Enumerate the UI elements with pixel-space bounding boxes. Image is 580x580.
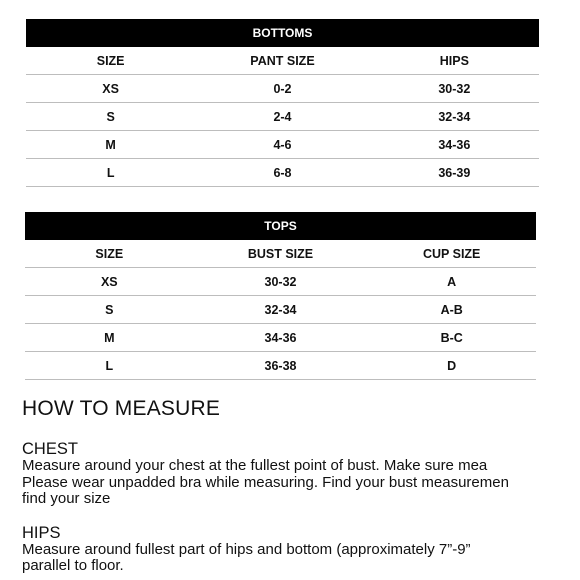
bottoms-title: BOTTOMS bbox=[26, 19, 539, 47]
cell-size: L bbox=[26, 159, 195, 187]
bottoms-header-row bbox=[26, 47, 539, 75]
cell-size: M bbox=[26, 131, 195, 159]
cell-cup-size: A bbox=[367, 268, 536, 296]
hips-heading: HIPS bbox=[22, 523, 61, 542]
table-row bbox=[26, 159, 539, 187]
cell-size: S bbox=[26, 103, 195, 131]
chest-instruction-line: Measure around your chest at the fullest point of bust. Make sure mea bbox=[22, 457, 488, 474]
chest-instruction-line: Please wear unpadded bra while measuring. Find your bust measuremen bbox=[22, 473, 509, 491]
cell-size: L bbox=[25, 352, 194, 380]
table-row bbox=[26, 75, 539, 103]
cell-bust-size: 30-32 bbox=[194, 268, 368, 296]
tops-title: TOPS bbox=[25, 212, 536, 240]
cell-hips: 34-36 bbox=[370, 131, 539, 159]
cell-cup-size: B-C bbox=[367, 324, 536, 352]
hips-instruction-line: parallel to floor. bbox=[22, 557, 124, 574]
cell-hips: 36-39 bbox=[370, 159, 539, 187]
table-row bbox=[25, 268, 536, 296]
cell-pant-size: 6-8 bbox=[195, 159, 369, 187]
column-header-pant-size: PANT SIZE bbox=[195, 47, 369, 75]
cell-size: M bbox=[25, 324, 194, 352]
cell-cup-size: A-B bbox=[367, 296, 536, 324]
cell-bust-size: 32-34 bbox=[194, 296, 368, 324]
cell-hips: 32-34 bbox=[370, 103, 539, 131]
tops-title-row bbox=[25, 212, 536, 240]
tops-size-table bbox=[25, 212, 536, 380]
cell-hips: 30-32 bbox=[370, 75, 539, 103]
table-row bbox=[26, 103, 539, 131]
chest-heading: CHEST bbox=[22, 440, 78, 458]
table-row bbox=[25, 324, 536, 352]
cell-pant-size: 4-6 bbox=[195, 131, 369, 159]
chest-instruction-line: find your size bbox=[22, 490, 111, 507]
how-to-measure-section bbox=[22, 396, 580, 575]
cell-size: XS bbox=[26, 75, 195, 103]
cell-pant-size: 0-2 bbox=[195, 75, 369, 103]
cell-size: S bbox=[25, 296, 194, 324]
how-to-measure-heading: HOW TO MEASURE bbox=[22, 397, 221, 420]
bottoms-size-table bbox=[26, 19, 539, 187]
table-row bbox=[25, 296, 536, 324]
column-header-cup-size: CUP SIZE bbox=[367, 240, 536, 268]
table-row bbox=[25, 352, 536, 380]
column-header-hips: HIPS bbox=[370, 47, 539, 75]
bottoms-title-row bbox=[26, 19, 539, 47]
cell-bust-size: 36-38 bbox=[194, 352, 368, 380]
tops-header-row bbox=[25, 240, 536, 268]
column-header-bust-size: BUST SIZE bbox=[194, 240, 368, 268]
cell-size: XS bbox=[25, 268, 194, 296]
column-header-size: SIZE bbox=[25, 240, 194, 268]
cell-pant-size: 2-4 bbox=[195, 103, 369, 131]
table-row bbox=[26, 131, 539, 159]
hips-instruction-line: Measure around fullest part of hips and bottom (approximately 7”-9” bbox=[22, 540, 471, 558]
cell-cup-size: D bbox=[367, 352, 536, 380]
column-header-size: SIZE bbox=[26, 47, 195, 75]
cell-bust-size: 34-36 bbox=[194, 324, 368, 352]
